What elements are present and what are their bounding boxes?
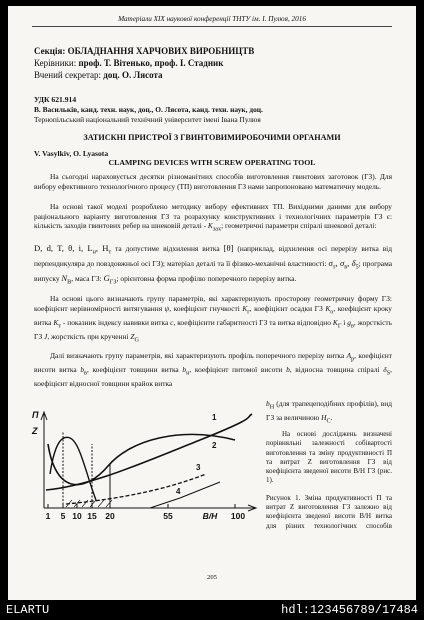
footer-bar	[0, 600, 424, 620]
header-rule	[32, 26, 392, 27]
y-label-z: Z	[32, 426, 38, 436]
figure-caption-tail	[34, 530, 392, 558]
paragraph-5-cont: $b_H$ (для трапецеподібних профілів), вид ГЗ за величиною $H_C$.	[266, 399, 392, 425]
curve-3	[66, 474, 206, 504]
authors-ua: В. Васильків, канд. техн. наук, доц., О. Лясота, канд. техн. наук, доц.	[34, 105, 263, 114]
curve-label-3: 3	[196, 463, 201, 472]
paragraph-5: Далі визначають групу параметрів, які характеризують профіль поперечного перерізу витка $A_р$, коефіцієнт висоти витка $b_в$, коефіцієнт товщини витка $b_н$, коефіцієнт питомої висоти b, відносна товщина спіралі $\delta_S$, коефіцієнт відносної товщини крайок витка	[34, 351, 392, 389]
paper-page	[8, 6, 416, 600]
section-line: Секція: ОБЛАДНАННЯ ХАРЧОВИХ ВИРОБНИЦТВ	[34, 46, 255, 56]
curve-1-lower	[150, 482, 220, 508]
x-axis-label: B/H	[202, 511, 218, 521]
udk: УДК 621.914	[34, 95, 77, 104]
handle-link[interactable]: hdl:123456789/17484	[281, 603, 418, 617]
title-ua: ЗАТИСКНІ ПРИСТРОЇ З ГВИНТОВИМИРОБОЧИМИ ОРГАНАМИ	[83, 133, 341, 142]
paragraph-2: На основі такої моделі розроблено методику вибору ефективних ТП. Вихідними даними для вибору раціонального варіанту виготовлення ГЗ та розрахунку конструктивних і технологічних параметрів ГЗ є: кількість заходів гвинтових ребер на шнековій деталі - $K_{зах}$; геометричні параметри спіралі шнекової деталі:	[34, 202, 392, 233]
supervisors-line: Керівники: проф. Т. Вітенько, проф. І. Стадник	[34, 58, 224, 68]
curve-1	[46, 414, 252, 490]
repository-name[interactable]: ELARTU	[6, 603, 50, 617]
paragraph-3: D, d, T, θ, i, $L_н$, $H_т$ та допустиме відхилення витка [θ] (наприклад, відхилення осі перерізу витка від перпендикуляра до повздовжньої осі ГЗ); матеріал деталі та її фізико-механічні властивості: $\sigma_т$, $\sigma_в$, $\delta_5$; програма випуску $N_В$, маса ГЗ: $G_{ГЗ}$; орієнтовна форма профілю поперечного перерізу витка.	[34, 243, 392, 286]
paragraph-4: На основі цього визначають групу параметрів, які характеризують просторову геометричну форму ГЗ: коефіцієнт нерівномірності витягування ψ, коефіцієнт гнучкості $K_г$, коефіцієнт осадки ГЗ $K_о$, коефіцієнт кроку витка $K_т$ - показник індексу навивки витка с, коефіцієнти габаритності ГЗ та витка відповідно $K_Г$ і $g_в$, жорсткість ГЗ J, жорсткість при крученні $Z_G$	[34, 294, 392, 344]
title-en: CLAMPING DEVICES WITH SCREW OPERATING TOOL	[108, 158, 316, 167]
x-tick-label-10: 10	[72, 511, 82, 521]
x-tick-label-5: 5	[60, 511, 66, 521]
x-tick-label-100: 100	[230, 511, 246, 521]
curve-2	[48, 434, 235, 484]
running-header: Матеріали XIX наукової конференції ТНТУ ім. І. Пулюя, 2016	[118, 15, 306, 23]
affiliation: Тернопільський національний технічний університет імені Івана Пулюя	[34, 115, 261, 124]
paragraph-1: На сьогодні нараховується десятки різноманітних способів виготовлення гвинтових заготовок (ГЗ). Для вибору ефективного технологічного процесу (ТП) виготовлення ГЗ нами запропоновано математичну модель.	[34, 172, 392, 191]
x-tick-label-1: 1	[45, 511, 51, 521]
figure-caption-part: Рисунок 1. Зміна продуктивності П та витрат Z виготовлення ГЗ залежно від коефіцієнта зведеної висоти B/H витка для різних технологічних способів	[266, 494, 392, 530]
curve-label-2: 2	[212, 441, 217, 450]
curve-label-1: 1	[212, 413, 217, 422]
page-number: 205	[207, 574, 217, 581]
authors-en: V. Vasylkiv, O. Lyasota	[34, 149, 109, 158]
figure-1	[30, 404, 262, 526]
y-label-p: П	[32, 410, 39, 420]
x-tick-label-15: 15	[87, 511, 97, 521]
x-tick-label-55: 55	[163, 511, 173, 521]
x-tick-label-20: 20	[105, 511, 115, 521]
secretary-line: Вчений секретар: доц. О. Лясота	[34, 70, 163, 80]
curve-label-4: 4	[176, 487, 181, 496]
curve-4	[50, 437, 96, 500]
paragraph-6: На основі досліджень визначені порівняльні залежності собівартості виготовлення та зміну продуктивності П та витрат Z виготовлення ГЗ від коефіцієнта зведеної висоти B/H ГЗ (рис. 1).	[266, 430, 392, 485]
